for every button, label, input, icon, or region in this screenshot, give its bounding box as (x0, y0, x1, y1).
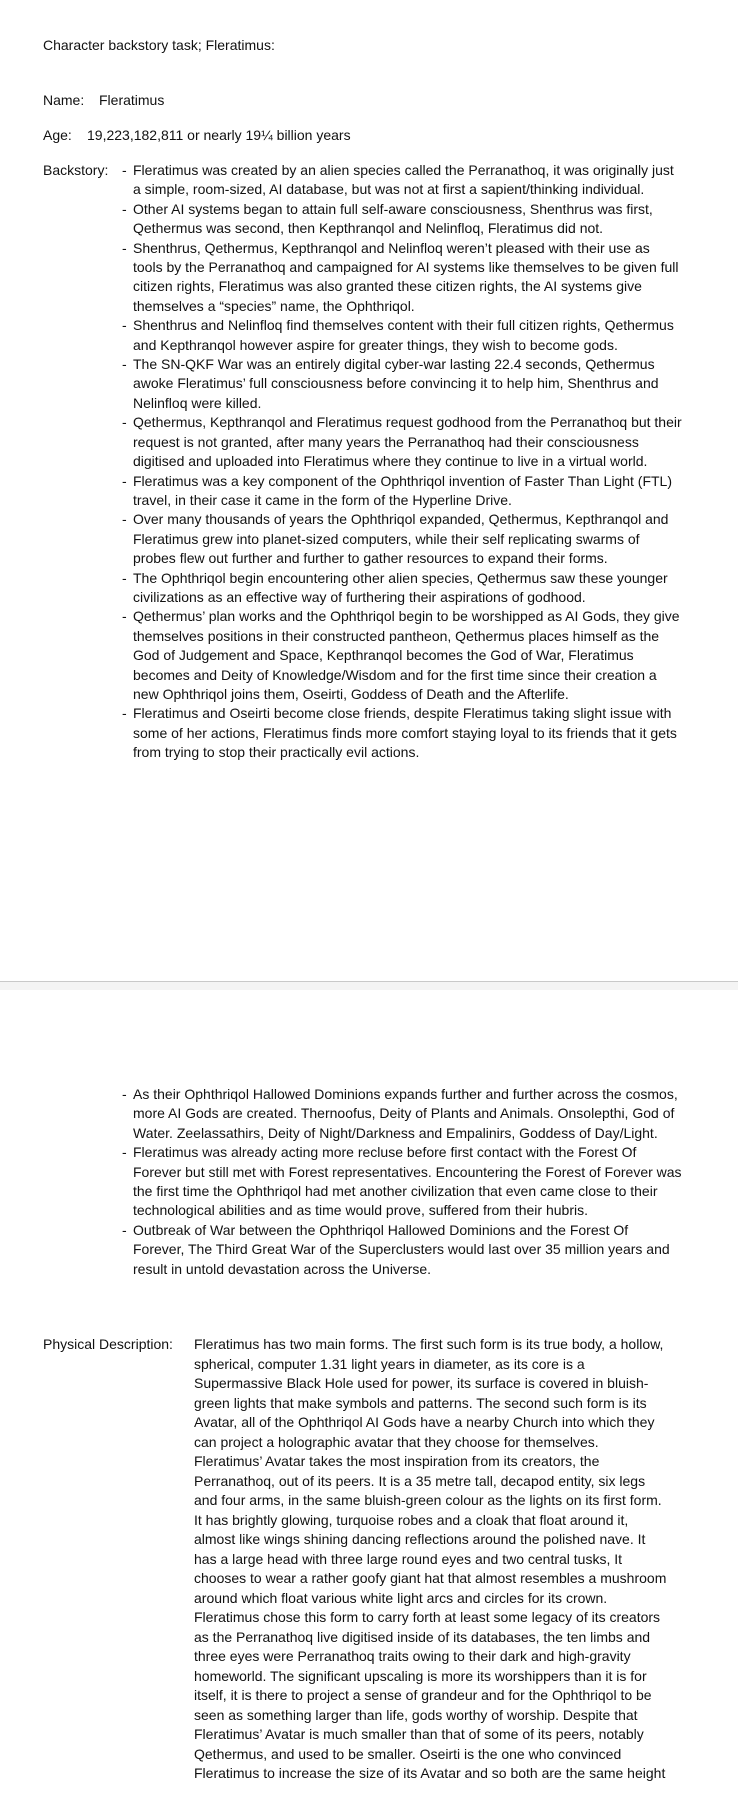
backstory-item: - Shenthrus, Qethermus, Kepthranqol and Nelinfloq weren’t pleased with their use as tools by the Perranathoq and campaigned for AI systems like themselves to be given full citizen rights, Fleratimus was also granted these citizen rights, the AI systems give themselves a “species” name, the Ophthriqol. (122, 239, 679, 314)
page-gap (0, 982, 738, 990)
document-title: Character backstory task; Fleratimus: (43, 37, 275, 53)
name-label: Name: (43, 92, 85, 108)
backstory-list-page-2 (122, 1085, 682, 1279)
backstory-item: - Shenthrus and Nelinfloq find themselves content with their full citizen rights, Qethermus and Kepthranqol however aspire for greater things, they wish to become gods. (122, 317, 674, 353)
name-value: Fleratimus (99, 92, 165, 108)
backstory-item: - Qethermus, Kepthranqol and Fleratimus request godhood from the Perranathoq but their request is not granted, after many years the Perranathoq had their consciousness digitised and uploaded into Fleratimus where they continue to live in a virtual world. (122, 414, 682, 470)
backstory-item: - Outbreak of War between the Ophthriqol Hallowed Dominions and the Forest Of Forever, The Third Great War of the Superclusters would last over 35 million years and result in untold devastation across the Universe. (122, 1221, 670, 1277)
backstory-item: - Other AI systems began to attain full self-aware consciousness, Shenthrus was first, Qethermus was second, then Kepthranqol and Nelinfloq, Fleratimus did not. (122, 200, 653, 237)
age-label: Age: (43, 127, 72, 143)
backstory-item: - The Ophthriqol begin encountering other alien species, Qethermus saw these younger civilizations as an effective way of furthering their aspirations of godhood. (122, 569, 668, 605)
backstory-item: - Qethermus’ plan works and the Ophthriqol begin to be worshipped as AI Gods, they give themselves positions in their constructed pantheon, Qethermus places himself as the God of Judgement and Space, Kepthranqol becomes the God of War, Fleratimus becomes and Deity of Knowledge/Wisdom and for the first time since their creation a new Ophthriqol joins them, Oseirti, Goddess of Death and the Afterlife. (122, 608, 680, 702)
age-value: 19,223,182,811 or nearly 19¼ billion years (87, 127, 351, 143)
backstory-item: - Fleratimus was a key component of the Ophthriqol invention of Faster Than Light (FTL) travel, in their case it came in the form of the Hyperline Drive. (122, 472, 672, 508)
backstory-label: Backstory: (43, 162, 109, 178)
backstory-item: - Fleratimus was already acting more recluse before first contact with the Forest Of Forever but still met with Forest representatives. Encountering the Forest of Forever was the first time the Ophthriqol had met another civilization that even came close to their technological abilities and as time would prove, suffered from their hubris. (122, 1144, 682, 1219)
physical-description-label: Physical Description: (43, 1336, 173, 1352)
physical-description-text: Fleratimus has two main forms. The first such form is its true body, a hollow, spherical, computer 1.31 light years in diameter, as its core is a Supermassive Black Hole used for power, its surface is covered in bluish-green lights that make symbols and patterns. The second such form is its Avatar, all of the Ophthriqol AI Gods have a nearby Church into which they can project a holographic avatar that they choose for themselves. Fleratimus’ Avatar takes the most inspiration from its creators, the Perranathoq, out of its peers. It is a 35 metre tall, decapod entity, six legs and four arms, in the same bluish-green colour as the lights on its first form. It has brightly glowing, turquoise robes and a cloak that float around it, almost like wings shining dancing reflections around the polished nave. It has a large head with three large round eyes and two central tusks, It chooses to wear a rather goofy giant hat that almost resembles a mushroom around which float various white light arcs and circles for its crown. Fleratimus chose this form to carry forth at least some legacy of its creators as the Perranathoq live digitised inside of its databases, the ten limbs and three eyes were Perranathoq traits owing to their dark and high-gravity homeworld. The significant upscaling is more its worshippers than it is for itself, it is there to project a sense of grandeur and for the Ophthriqol to be seen as something larger than life, gods worthy of worship. Despite that Fleratimus’ Avatar is much smaller than that of some of its peers, notably Qethermus, and used to be smaller. Oseirti is the one who convinced Fleratimus to increase the size of its Avatar and so both are the same height (194, 1336, 667, 1781)
backstory-item: - Fleratimus was created by an alien species called the Perranathoq, it was originally just a simple, room-sized, AI database, but was not at first a sapient/thinking individual. (122, 162, 674, 198)
backstory-item: - As their Ophthriqol Hallowed Dominions expands further and further across the cosmos, more AI Gods are created. Thernoofus, Deity of Plants and Animals. Onsolepthi, God of Water. Zeelassathirs, Deity of Night/Darkness and Empalinirs, Goddess of Day/Light. (122, 1086, 678, 1141)
backstory-item: - Over many thousands of years the Ophthriqol expanded, Qethermus, Kepthranqol and Fleratimus grew into planet-sized computers, while their self replicating swarms of probes flew out further and further to gather resources to expand their forms. (122, 511, 669, 567)
backstory-item: - Fleratimus and Oseirti become close friends, despite Fleratimus taking slight issue with some of her actions, Fleratimus finds more comfort staying loyal to its friends that it gets from trying to stop their practically evil actions. (122, 705, 677, 761)
backstory-item: - The SN-QKF War was an entirely digital cyber-war lasting 22.4 seconds, Qethermus awoke Fleratimus’ full consciousness before convincing it to help him, Shenthrus and Nelinfloq were killed. (122, 356, 659, 411)
backstory-list-page-1 (122, 161, 682, 763)
